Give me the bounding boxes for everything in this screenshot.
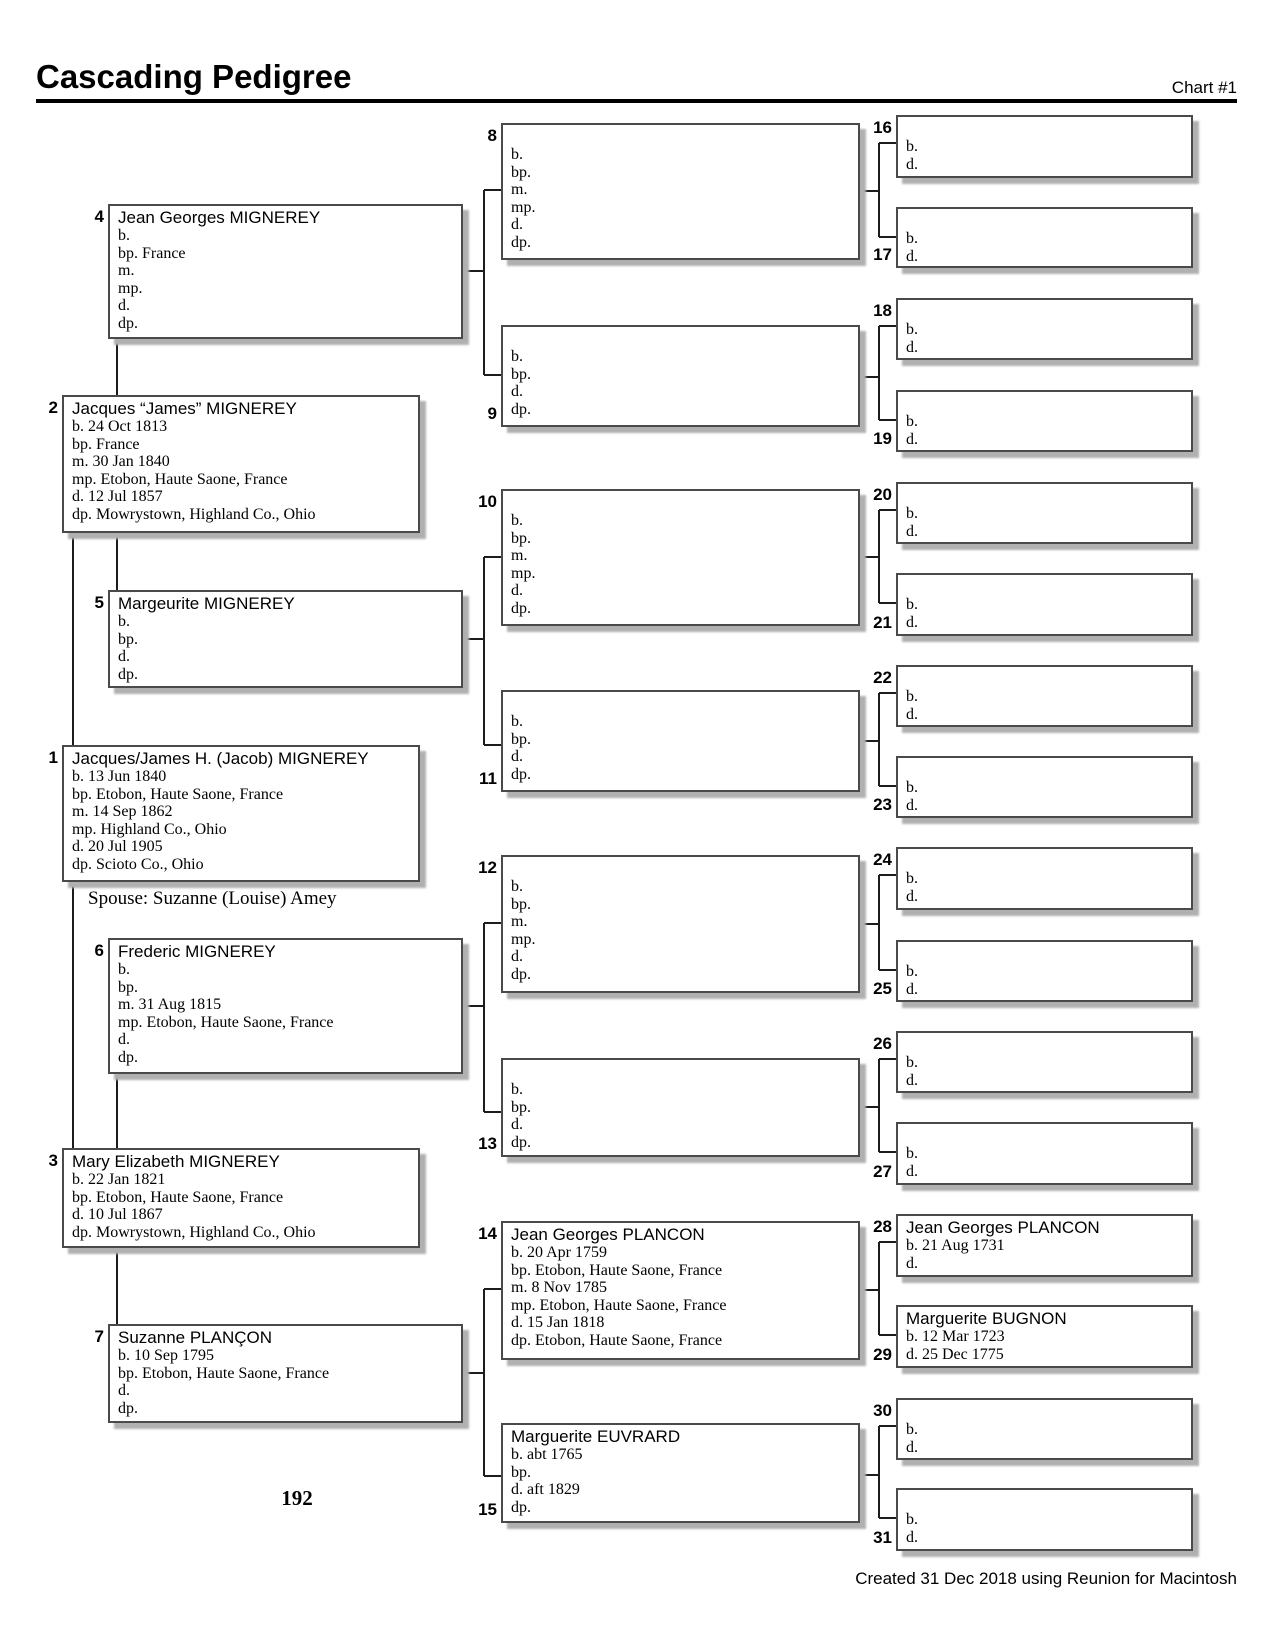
detail-line: dp. bbox=[118, 1399, 138, 1417]
connector-line bbox=[116, 339, 118, 395]
pedigree-box-10 bbox=[478, 489, 860, 626]
detail-line: dp. Etobon, Haute Saone, France bbox=[511, 1331, 723, 1349]
detail-line: b. 12 Mar 1723 bbox=[906, 1328, 1005, 1345]
connector-line bbox=[484, 922, 501, 924]
pedigree-box-14 bbox=[478, 1221, 860, 1360]
detail-line: dp. Mowrystown, Highland Co., Ohio bbox=[72, 1223, 316, 1241]
detail-line: m. 14 Sep 1862 bbox=[72, 803, 173, 820]
detail-line: d. 12 Jul 1857 bbox=[72, 488, 163, 505]
pedigree-box-27 bbox=[873, 1122, 1193, 1185]
pedigree-box-18 bbox=[873, 298, 1193, 360]
connector-line bbox=[483, 1289, 485, 1476]
connector-line bbox=[879, 1425, 896, 1427]
connector-line bbox=[116, 533, 118, 590]
detail-line: d. bbox=[906, 522, 918, 540]
chart-number-label: Chart #1 bbox=[1171, 78, 1237, 97]
box-number: 24 bbox=[873, 850, 892, 869]
pedigree-box-25 bbox=[873, 940, 1193, 1002]
detail-line: b. bbox=[906, 688, 918, 705]
connector-line bbox=[879, 325, 896, 327]
detail-line: d. bbox=[906, 338, 918, 356]
connector-line bbox=[878, 510, 880, 603]
connector-line bbox=[878, 1059, 880, 1152]
detail-line: bp. bbox=[511, 1098, 531, 1116]
connector-line bbox=[879, 1058, 896, 1060]
box-number: 31 bbox=[873, 1528, 892, 1547]
detail-line: b. bbox=[906, 505, 918, 522]
detail-line: d. bbox=[906, 1162, 918, 1180]
person-name bbox=[511, 127, 858, 146]
box-number: 19 bbox=[873, 429, 892, 448]
pedigree-box-2 bbox=[48, 395, 420, 533]
detail-line: mp. bbox=[511, 564, 536, 582]
connector-line bbox=[878, 1242, 880, 1335]
person-name: Suzanne PLANÇON bbox=[118, 1328, 273, 1347]
connector-line bbox=[879, 602, 896, 604]
person-name bbox=[511, 859, 858, 878]
detail-line: mp. Highland Co., Ohio bbox=[72, 820, 227, 838]
box-number: 11 bbox=[479, 769, 497, 788]
connector-line bbox=[484, 1475, 501, 1477]
pedigree-box-22 bbox=[873, 665, 1193, 727]
detail-line: mp. bbox=[118, 279, 143, 297]
detail-line: dp. bbox=[511, 965, 531, 983]
box-number: 20 bbox=[873, 485, 892, 504]
detail-line: d. bbox=[906, 980, 918, 998]
created-note: Created 31 Dec 2018 using Reunion for Macintosh bbox=[855, 1569, 1237, 1588]
detail-line: b. 24 Oct 1813 bbox=[72, 418, 168, 435]
person-name: Marguerite EUVRARD bbox=[511, 1427, 681, 1446]
detail-line: b. bbox=[906, 963, 918, 980]
detail-line: b. 20 Apr 1759 bbox=[511, 1244, 607, 1261]
box-number: 14 bbox=[478, 1224, 497, 1243]
person-name: Jean Georges PLANCON bbox=[906, 1218, 1100, 1237]
person-name bbox=[906, 119, 1191, 138]
box-number: 30 bbox=[873, 1401, 892, 1420]
detail-line: d. bbox=[906, 796, 918, 814]
connector-line bbox=[483, 923, 485, 1112]
pedigree-box-1 bbox=[48, 745, 420, 882]
detail-line: b. bbox=[511, 713, 523, 730]
detail-line: mp. bbox=[511, 930, 536, 948]
connector-line bbox=[879, 969, 896, 971]
pedigree-box-15 bbox=[478, 1423, 860, 1523]
person-name: Frederic MIGNEREY bbox=[118, 942, 276, 961]
connector-line bbox=[859, 556, 878, 558]
detail-line: d. bbox=[906, 247, 918, 265]
pedigree-box-23 bbox=[873, 756, 1193, 818]
pedigree-box-31 bbox=[873, 1488, 1193, 1551]
detail-line: m. bbox=[511, 181, 528, 198]
box-number: 29 bbox=[873, 1345, 892, 1364]
box-number: 28 bbox=[873, 1217, 892, 1236]
detail-line: b. bbox=[511, 146, 523, 163]
detail-line: bp. bbox=[118, 978, 138, 996]
pedigree-box-8 bbox=[487, 123, 860, 260]
detail-line: b. bbox=[118, 227, 130, 244]
box-number: 9 bbox=[487, 404, 497, 423]
detail-line: d. bbox=[906, 705, 918, 723]
detail-line: b. bbox=[511, 1081, 523, 1098]
detail-line: bp. bbox=[511, 365, 531, 383]
box-number: 15 bbox=[478, 1500, 497, 1519]
box-number: 6 bbox=[94, 941, 104, 960]
detail-line: b. bbox=[906, 1511, 918, 1528]
detail-line: b. bbox=[906, 138, 918, 155]
box-number: 22 bbox=[873, 668, 892, 687]
detail-line: dp. bbox=[511, 1133, 531, 1151]
detail-line: dp. bbox=[118, 1048, 138, 1066]
pedigree-box-24 bbox=[873, 847, 1193, 910]
connector-line bbox=[484, 374, 501, 376]
detail-line: b. bbox=[906, 230, 918, 247]
connector-line bbox=[879, 874, 896, 876]
detail-line: d. bbox=[906, 155, 918, 173]
detail-line: mp. bbox=[511, 198, 536, 216]
pedigree-box-5 bbox=[94, 590, 463, 688]
box-number: 27 bbox=[873, 1162, 892, 1181]
pedigree-box-29 bbox=[873, 1305, 1193, 1368]
detail-line: bp. bbox=[511, 529, 531, 547]
detail-line: d. bbox=[511, 948, 523, 965]
box-number: 2 bbox=[48, 398, 58, 417]
connector-line bbox=[878, 1426, 880, 1518]
detail-line: b. bbox=[511, 878, 523, 895]
connector-line bbox=[484, 1288, 501, 1290]
box-number: 5 bbox=[94, 593, 104, 612]
connector-line bbox=[462, 270, 484, 272]
person-name bbox=[906, 1492, 1191, 1511]
detail-line: b. bbox=[511, 512, 523, 529]
person-name: Jacques “James” MIGNEREY bbox=[72, 399, 297, 418]
detail-line: d. bbox=[118, 297, 130, 314]
person-name bbox=[906, 577, 1191, 596]
pedigree-box-12 bbox=[478, 855, 860, 993]
connector-line bbox=[879, 1334, 896, 1336]
detail-line: b. 21 Aug 1731 bbox=[906, 1237, 1005, 1254]
connector-line bbox=[879, 419, 896, 421]
detail-line: d. bbox=[906, 613, 918, 631]
pedigree-box-21 bbox=[873, 573, 1193, 636]
connector-line bbox=[72, 882, 74, 1148]
detail-line: bp. bbox=[511, 730, 531, 748]
detail-line: d. bbox=[511, 216, 523, 233]
person-name bbox=[511, 1062, 858, 1081]
pedigree-box-28 bbox=[873, 1214, 1193, 1277]
detail-line: m. 31 Aug 1815 bbox=[118, 996, 222, 1013]
connector-line bbox=[484, 189, 501, 191]
box-number: 4 bbox=[94, 207, 104, 226]
box-number: 12 bbox=[478, 858, 497, 877]
connector-line bbox=[859, 740, 878, 742]
person-name bbox=[906, 394, 1191, 413]
box-number: 16 bbox=[873, 118, 892, 137]
box-number: 17 bbox=[873, 245, 892, 264]
pedigree-box-9 bbox=[487, 325, 860, 427]
pedigree-box-17 bbox=[873, 207, 1193, 268]
person-name bbox=[906, 851, 1191, 870]
detail-line: d. 25 Dec 1775 bbox=[906, 1345, 1004, 1363]
detail-line: d. bbox=[906, 430, 918, 448]
detail-line: d. bbox=[511, 748, 523, 765]
connector-line bbox=[859, 923, 878, 925]
pedigree-box-11 bbox=[479, 690, 860, 792]
box-number: 7 bbox=[94, 1327, 104, 1346]
person-name: Jacques/James H. (Jacob) MIGNEREY bbox=[72, 749, 369, 768]
pedigree-box-13 bbox=[478, 1058, 860, 1157]
connector-line bbox=[879, 236, 896, 238]
person-name bbox=[511, 493, 858, 512]
connector-line bbox=[878, 693, 880, 786]
pedigree-box-19 bbox=[873, 390, 1193, 452]
detail-line: dp. bbox=[118, 665, 138, 683]
connector-line bbox=[879, 1517, 896, 1519]
detail-line: b. bbox=[511, 348, 523, 365]
box-number: 26 bbox=[873, 1034, 892, 1053]
detail-line: bp. Etobon, Haute Saone, France bbox=[118, 1364, 330, 1382]
page-number: 192 bbox=[281, 1486, 313, 1510]
detail-line: m. 30 Jan 1840 bbox=[72, 453, 170, 470]
connector-line bbox=[859, 1289, 878, 1291]
pedigree-box-6 bbox=[94, 938, 463, 1074]
connector-line bbox=[462, 638, 484, 640]
pedigree-box-4 bbox=[94, 204, 463, 339]
detail-line: d. bbox=[906, 1528, 918, 1546]
detail-line: b. 22 Jan 1821 bbox=[72, 1171, 166, 1188]
connector-line bbox=[878, 875, 880, 970]
person-name bbox=[511, 694, 858, 713]
box-number: 1 bbox=[48, 748, 58, 767]
connector-line bbox=[859, 1106, 878, 1108]
person-name: Margeurite MIGNEREY bbox=[118, 594, 295, 613]
pedigree-box-30 bbox=[873, 1398, 1193, 1460]
person-name: Marguerite BUGNON bbox=[906, 1309, 1067, 1328]
detail-line: mp. Etobon, Haute Saone, France bbox=[72, 470, 288, 488]
connector-line bbox=[879, 1241, 896, 1243]
connector-line bbox=[879, 509, 896, 511]
spouse-note: Spouse: Suzanne (Louise) Amey bbox=[88, 888, 337, 909]
connector-line bbox=[484, 1111, 501, 1113]
connector-line bbox=[859, 1474, 878, 1476]
detail-line: b. 13 Jun 1840 bbox=[72, 768, 167, 785]
detail-line: b. abt 1765 bbox=[511, 1446, 583, 1463]
pedigree-box-7 bbox=[94, 1324, 463, 1423]
detail-line: d. 15 Jan 1818 bbox=[511, 1314, 605, 1331]
detail-line: m. bbox=[118, 262, 135, 279]
connector-line bbox=[462, 1372, 484, 1374]
detail-line: b. bbox=[118, 613, 130, 630]
detail-line: b. bbox=[906, 413, 918, 430]
person-name bbox=[906, 1035, 1191, 1054]
detail-line: b. bbox=[906, 779, 918, 796]
detail-line: b. bbox=[906, 596, 918, 613]
detail-line: bp. bbox=[511, 163, 531, 181]
connector-line bbox=[879, 142, 896, 144]
detail-line: b. bbox=[906, 1421, 918, 1438]
detail-line: bp. bbox=[511, 1463, 531, 1481]
box-number: 3 bbox=[48, 1151, 58, 1170]
detail-line: dp. bbox=[511, 233, 531, 251]
person-name bbox=[906, 944, 1191, 963]
detail-line: d. bbox=[906, 1254, 918, 1272]
person-name bbox=[511, 329, 858, 348]
person-name bbox=[906, 211, 1191, 230]
connector-line bbox=[878, 326, 880, 420]
detail-line: dp. bbox=[511, 599, 531, 617]
detail-line: m. 8 Nov 1785 bbox=[511, 1279, 607, 1296]
pedigree-box-3 bbox=[48, 1148, 420, 1248]
detail-line: bp. France bbox=[72, 435, 140, 453]
person-name bbox=[906, 1402, 1191, 1421]
detail-line: dp. Mowrystown, Highland Co., Ohio bbox=[72, 505, 316, 523]
detail-line: dp. bbox=[511, 765, 531, 783]
connector-line bbox=[484, 556, 501, 558]
detail-line: bp. Etobon, Haute Saone, France bbox=[511, 1261, 723, 1279]
person-name bbox=[906, 669, 1191, 688]
detail-line: m. bbox=[511, 913, 528, 930]
detail-line: dp. bbox=[511, 400, 531, 418]
detail-line: dp. Scioto Co., Ohio bbox=[72, 855, 204, 873]
box-number: 23 bbox=[873, 795, 892, 814]
connector-line bbox=[484, 744, 501, 746]
header-rule bbox=[36, 99, 1237, 103]
detail-line: d. 10 Jul 1867 bbox=[72, 1206, 163, 1223]
detail-line: d. bbox=[906, 887, 918, 905]
detail-line: mp. Etobon, Haute Saone, France bbox=[118, 1013, 334, 1031]
connector-line bbox=[483, 557, 485, 745]
detail-line: d. 20 Jul 1905 bbox=[72, 838, 163, 855]
detail-line: d. bbox=[906, 1438, 918, 1456]
detail-line: d. bbox=[511, 383, 523, 400]
detail-line: b. bbox=[906, 1145, 918, 1162]
detail-line: bp. bbox=[511, 895, 531, 913]
detail-line: b. bbox=[906, 870, 918, 887]
box-number: 25 bbox=[873, 979, 892, 998]
connector-line bbox=[878, 143, 880, 237]
detail-line: d. bbox=[511, 1116, 523, 1133]
pedigree-box-26 bbox=[873, 1031, 1193, 1093]
person-name: Jean Georges MIGNEREY bbox=[118, 208, 321, 227]
pedigree-box-16 bbox=[873, 115, 1193, 178]
detail-line: mp. Etobon, Haute Saone, France bbox=[511, 1296, 727, 1314]
detail-line: bp. Etobon, Haute Saone, France bbox=[72, 1188, 284, 1206]
detail-line: d. bbox=[118, 648, 130, 665]
detail-line: b. bbox=[906, 1054, 918, 1071]
person-name: Mary Elizabeth MIGNEREY bbox=[72, 1152, 280, 1171]
person-name bbox=[906, 1126, 1191, 1145]
box-number: 18 bbox=[873, 301, 892, 320]
person-name bbox=[906, 302, 1191, 321]
detail-line: d. bbox=[118, 1382, 130, 1399]
connector-line bbox=[116, 1074, 118, 1148]
detail-line: bp. France bbox=[118, 244, 186, 262]
detail-line: b. 10 Sep 1795 bbox=[118, 1347, 214, 1364]
connector-line bbox=[879, 1151, 896, 1153]
connector-line bbox=[483, 190, 485, 375]
box-number: 13 bbox=[478, 1134, 497, 1153]
detail-line: d. bbox=[118, 1031, 130, 1048]
person-name: Jean Georges PLANCON bbox=[511, 1225, 705, 1244]
detail-line: m. bbox=[511, 547, 528, 564]
detail-line: bp. Etobon, Haute Saone, France bbox=[72, 785, 284, 803]
connector-line bbox=[116, 1248, 118, 1324]
connector-line bbox=[859, 376, 878, 378]
detail-line: bp. bbox=[118, 630, 138, 648]
connector-line bbox=[879, 692, 896, 694]
box-number: 8 bbox=[487, 126, 497, 145]
connector-line bbox=[879, 785, 896, 787]
person-name bbox=[906, 760, 1191, 779]
connector-line bbox=[859, 190, 878, 192]
connector-line bbox=[462, 1005, 484, 1007]
detail-line: b. bbox=[118, 961, 130, 978]
person-name bbox=[906, 486, 1191, 505]
detail-line: d. aft 1829 bbox=[511, 1481, 580, 1498]
pedigree-box-20 bbox=[873, 482, 1193, 544]
connector-line bbox=[72, 533, 74, 745]
page-title: Cascading Pedigree bbox=[36, 58, 352, 95]
detail-line: d. bbox=[906, 1071, 918, 1089]
box-number: 10 bbox=[478, 492, 497, 511]
detail-line: dp. bbox=[118, 314, 138, 332]
detail-line: d. bbox=[511, 582, 523, 599]
box-number: 21 bbox=[873, 613, 892, 632]
detail-line: b. bbox=[906, 321, 918, 338]
detail-line: dp. bbox=[511, 1498, 531, 1516]
